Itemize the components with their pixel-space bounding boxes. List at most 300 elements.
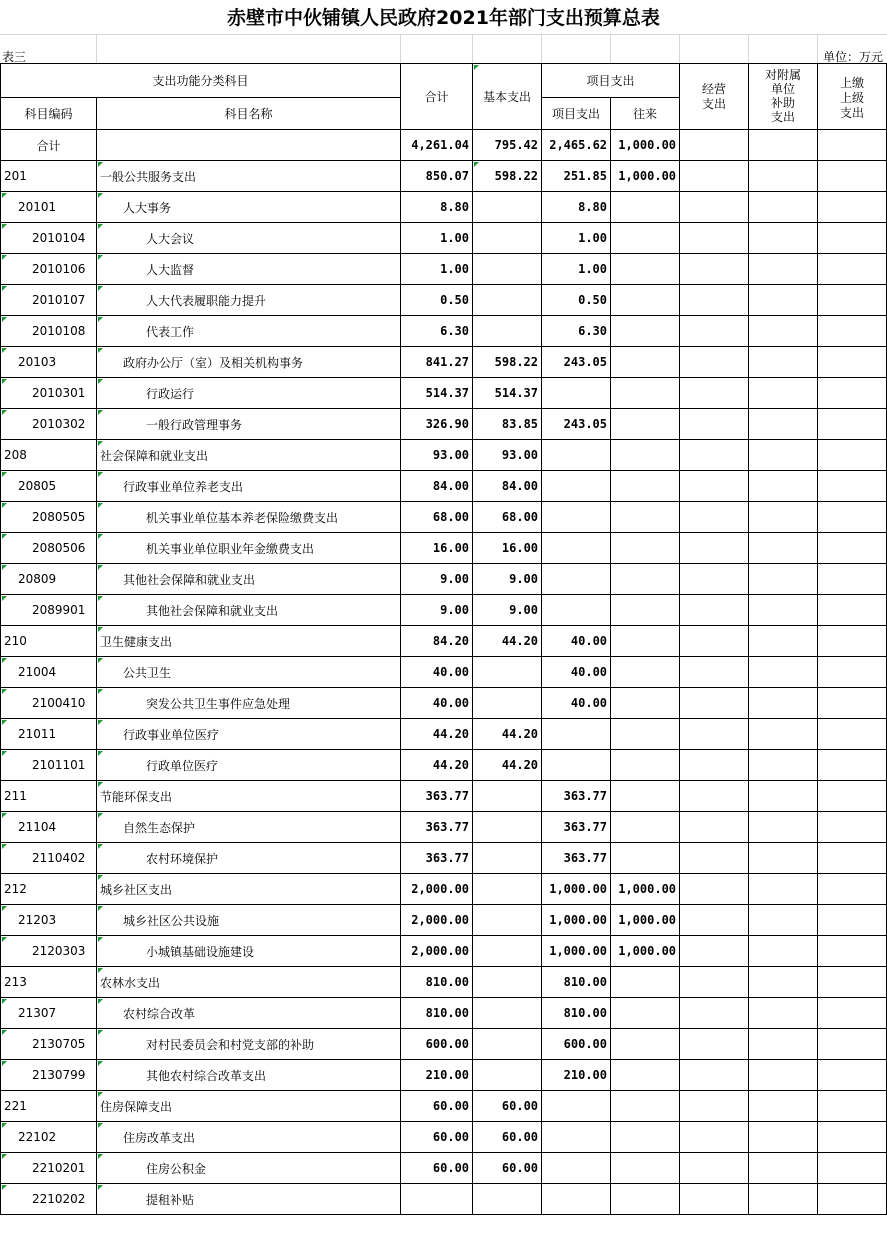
cell-subsidy <box>749 223 818 254</box>
cell-basic <box>473 1029 542 1060</box>
cell-transfer <box>611 1091 680 1122</box>
cell-business <box>680 843 749 874</box>
cell-business <box>680 1122 749 1153</box>
cell-business <box>680 564 749 595</box>
cell-transfer <box>611 750 680 781</box>
cell-subsidy <box>749 843 818 874</box>
cell-name: 一般行政管理事务 <box>97 409 401 440</box>
cell-subsidy <box>749 347 818 378</box>
cell-code: 22102 <box>1 1122 97 1153</box>
cell-business <box>680 347 749 378</box>
cell-basic <box>473 905 542 936</box>
table-row <box>1 874 887 905</box>
cell-code: 2130705 <box>1 1029 97 1060</box>
cell-business <box>680 626 749 657</box>
cell-total: 16.00 <box>401 533 473 564</box>
cell-basic: 795.42 <box>473 130 542 161</box>
cell-name: 机关事业单位职业年金缴费支出 <box>97 533 401 564</box>
cell-upper <box>818 812 887 843</box>
cell-name: 其他社会保障和就业支出 <box>97 564 401 595</box>
cell-project <box>542 1122 611 1153</box>
cell-code: 2101101 <box>1 750 97 781</box>
cell-subsidy <box>749 1122 818 1153</box>
cell-name: 自然生态保护 <box>97 812 401 843</box>
cell-business <box>680 595 749 626</box>
cell-upper <box>818 1029 887 1060</box>
cell-project: 251.85 <box>542 161 611 192</box>
cell-total: 40.00 <box>401 657 473 688</box>
cell-upper <box>818 440 887 471</box>
table-row <box>1 657 887 688</box>
cell-transfer <box>611 1060 680 1091</box>
cell-subsidy <box>749 657 818 688</box>
cell-project: 40.00 <box>542 688 611 719</box>
cell-code: 2010302 <box>1 409 97 440</box>
cell-transfer <box>611 967 680 998</box>
cell-total <box>401 1184 473 1215</box>
cell-code: 2080506 <box>1 533 97 564</box>
cell-transfer <box>611 1029 680 1060</box>
cell-total: 363.77 <box>401 781 473 812</box>
cell-total: 44.20 <box>401 719 473 750</box>
cell-total: 8.80 <box>401 192 473 223</box>
cell-name: 对村民委员会和村党支部的补助 <box>97 1029 401 1060</box>
cell-transfer <box>611 192 680 223</box>
cell-transfer <box>611 688 680 719</box>
cell-name: 社会保障和就业支出 <box>97 440 401 471</box>
cell-transfer <box>611 285 680 316</box>
page-title: 赤壁市中伙铺镇人民政府2021年部门支出预算总表 <box>227 7 660 29</box>
cell-subsidy <box>749 812 818 843</box>
cell-subsidy <box>749 161 818 192</box>
cell-code: 21004 <box>1 657 97 688</box>
table-row <box>1 223 887 254</box>
cell-total: 326.90 <box>401 409 473 440</box>
cell-code: 2210201 <box>1 1153 97 1184</box>
cell-project <box>542 502 611 533</box>
cell-subsidy <box>749 967 818 998</box>
cell-project: 600.00 <box>542 1029 611 1060</box>
cell-upper <box>818 347 887 378</box>
table-row <box>1 750 887 781</box>
cell-business <box>680 1091 749 1122</box>
cell-transfer <box>611 564 680 595</box>
cell-total: 850.07 <box>401 161 473 192</box>
cell-total: 1.00 <box>401 254 473 285</box>
cell-name: 人大代表履职能力提升 <box>97 285 401 316</box>
cell-upper <box>818 502 887 533</box>
cell-basic: 44.20 <box>473 719 542 750</box>
cell-upper <box>818 657 887 688</box>
cell-total: 44.20 <box>401 750 473 781</box>
cell-code: 2080505 <box>1 502 97 533</box>
cell-name: 农村环境保护 <box>97 843 401 874</box>
cell-code: 208 <box>1 440 97 471</box>
table-row <box>1 1060 887 1091</box>
cell-code: 213 <box>1 967 97 998</box>
cell-business <box>680 440 749 471</box>
cell-name: 住房改革支出 <box>97 1122 401 1153</box>
cell-upper <box>818 595 887 626</box>
cell-total: 514.37 <box>401 378 473 409</box>
cell-basic <box>473 998 542 1029</box>
cell-transfer <box>611 843 680 874</box>
cell-code: 2210202 <box>1 1184 97 1215</box>
cell-business <box>680 874 749 905</box>
cell-business <box>680 471 749 502</box>
cell-business <box>680 750 749 781</box>
cell-upper <box>818 378 887 409</box>
table-row <box>1 1122 887 1153</box>
cell-business <box>680 161 749 192</box>
cell-transfer <box>611 1184 680 1215</box>
cell-subsidy <box>749 192 818 223</box>
cell-subsidy <box>749 936 818 967</box>
cell-business <box>680 502 749 533</box>
cell-upper <box>818 254 887 285</box>
cell-basic: 598.22 <box>473 161 542 192</box>
cell-name: 农林水支出 <box>97 967 401 998</box>
cell-project <box>542 595 611 626</box>
sheet-top-grid <box>0 34 887 64</box>
cell-basic <box>473 223 542 254</box>
table-row <box>1 1029 887 1060</box>
cell-business <box>680 719 749 750</box>
cell-basic <box>473 254 542 285</box>
cell-basic: 84.00 <box>473 471 542 502</box>
cell-basic: 9.00 <box>473 595 542 626</box>
cell-business <box>680 657 749 688</box>
cell-total: 841.27 <box>401 347 473 378</box>
cell-name: 卫生健康支出 <box>97 626 401 657</box>
cell-code: 21307 <box>1 998 97 1029</box>
cell-upper <box>818 688 887 719</box>
cell-basic <box>473 316 542 347</box>
cell-name: 一般公共服务支出 <box>97 161 401 192</box>
cell-subsidy <box>749 874 818 905</box>
cell-code: 20809 <box>1 564 97 595</box>
cell-name: 行政事业单位养老支出 <box>97 471 401 502</box>
cell-transfer: 1,000.00 <box>611 161 680 192</box>
cell-business <box>680 1184 749 1215</box>
cell-total: 60.00 <box>401 1153 473 1184</box>
cell-subsidy <box>749 564 818 595</box>
cell-subsidy <box>749 998 818 1029</box>
cell-project: 0.50 <box>542 285 611 316</box>
cell-project: 2,465.62 <box>542 130 611 161</box>
cell-total: 363.77 <box>401 843 473 874</box>
cell-name: 人大监督 <box>97 254 401 285</box>
cell-name: 其他农村综合改革支出 <box>97 1060 401 1091</box>
cell-code: 2130799 <box>1 1060 97 1091</box>
cell-name: 其他社会保障和就业支出 <box>97 595 401 626</box>
cell-code: 21203 <box>1 905 97 936</box>
table-row <box>1 471 887 502</box>
cell-project <box>542 440 611 471</box>
header-name: 科目名称 <box>97 98 401 130</box>
cell-project: 1,000.00 <box>542 874 611 905</box>
cell-upper <box>818 626 887 657</box>
table-row <box>1 905 887 936</box>
cell-business <box>680 254 749 285</box>
table-row <box>1 626 887 657</box>
cell-upper <box>818 1184 887 1215</box>
cell-subsidy <box>749 1029 818 1060</box>
table-row <box>1 564 887 595</box>
cell-upper <box>818 471 887 502</box>
cell-transfer: 1,000.00 <box>611 905 680 936</box>
table-row <box>1 1184 887 1215</box>
cell-project <box>542 1091 611 1122</box>
cell-total: 2,000.00 <box>401 905 473 936</box>
cell-upper <box>818 533 887 564</box>
cell-upper <box>818 781 887 812</box>
cell-total: 210.00 <box>401 1060 473 1091</box>
cell-transfer <box>611 316 680 347</box>
cell-name: 住房公积金 <box>97 1153 401 1184</box>
cell-subsidy <box>749 1153 818 1184</box>
cell-total: 84.20 <box>401 626 473 657</box>
cell-basic <box>473 781 542 812</box>
cell-code: 211 <box>1 781 97 812</box>
cell-project <box>542 719 611 750</box>
cell-subsidy <box>749 409 818 440</box>
cell-name: 行政事业单位医疗 <box>97 719 401 750</box>
cell-basic <box>473 1060 542 1091</box>
cell-basic: 44.20 <box>473 750 542 781</box>
cell-project: 1,000.00 <box>542 905 611 936</box>
cell-project: 1.00 <box>542 254 611 285</box>
cell-basic <box>473 936 542 967</box>
header-function-class: 支出功能分类科目 <box>1 64 401 98</box>
cell-project: 8.80 <box>542 192 611 223</box>
table-row <box>1 192 887 223</box>
cell-upper <box>818 967 887 998</box>
cell-name: 公共卫生 <box>97 657 401 688</box>
cell-transfer <box>611 812 680 843</box>
cell-business <box>680 812 749 843</box>
table-row <box>1 316 887 347</box>
cell-subsidy <box>749 905 818 936</box>
cell-transfer <box>611 223 680 254</box>
cell-code: 2110402 <box>1 843 97 874</box>
cell-total: 363.77 <box>401 812 473 843</box>
cell-project: 810.00 <box>542 998 611 1029</box>
cell-subsidy <box>749 595 818 626</box>
cell-name: 人大会议 <box>97 223 401 254</box>
cell-upper <box>818 316 887 347</box>
cell-subsidy <box>749 285 818 316</box>
cell-basic <box>473 843 542 874</box>
cell-name: 机关事业单位基本养老保险缴费支出 <box>97 502 401 533</box>
cell-transfer <box>611 998 680 1029</box>
header-upper: 上缴 上级 支出 <box>818 64 887 130</box>
cell-code: 201 <box>1 161 97 192</box>
cell-project: 210.00 <box>542 1060 611 1091</box>
cell-project <box>542 471 611 502</box>
cell-name: 住房保障支出 <box>97 1091 401 1122</box>
cell-name: 突发公共卫生事件应急处理 <box>97 688 401 719</box>
cell-basic: 93.00 <box>473 440 542 471</box>
cell-total: 810.00 <box>401 967 473 998</box>
cell-project <box>542 533 611 564</box>
cell-project: 243.05 <box>542 409 611 440</box>
cell-total: 9.00 <box>401 564 473 595</box>
cell-total: 2,000.00 <box>401 874 473 905</box>
cell-upper <box>818 936 887 967</box>
cell-total: 84.00 <box>401 471 473 502</box>
cell-transfer <box>611 781 680 812</box>
cell-name: 代表工作 <box>97 316 401 347</box>
cell-subsidy <box>749 626 818 657</box>
cell-subsidy <box>749 1060 818 1091</box>
table-row <box>1 781 887 812</box>
cell-code: 2010301 <box>1 378 97 409</box>
cell-basic <box>473 1184 542 1215</box>
cell-basic <box>473 285 542 316</box>
cell-project: 363.77 <box>542 843 611 874</box>
header-basic: 基本支出 <box>473 64 542 130</box>
cell-business <box>680 285 749 316</box>
cell-code: 21011 <box>1 719 97 750</box>
cell-transfer: 1,000.00 <box>611 936 680 967</box>
table-row <box>1 130 887 161</box>
cell-name: 人大事务 <box>97 192 401 223</box>
cell-code: 21104 <box>1 812 97 843</box>
cell-upper <box>818 130 887 161</box>
table-row <box>1 936 887 967</box>
cell-transfer <box>611 719 680 750</box>
header-total: 合计 <box>401 64 473 130</box>
cell-basic <box>473 688 542 719</box>
cell-transfer <box>611 378 680 409</box>
cell-transfer: 1,000.00 <box>611 130 680 161</box>
cell-subsidy <box>749 719 818 750</box>
table-row <box>1 1091 887 1122</box>
table-row <box>1 347 887 378</box>
cell-transfer <box>611 409 680 440</box>
cell-code: 20103 <box>1 347 97 378</box>
cell-subsidy <box>749 440 818 471</box>
cell-code: 212 <box>1 874 97 905</box>
cell-subsidy <box>749 316 818 347</box>
cell-basic: 60.00 <box>473 1153 542 1184</box>
cell-business <box>680 688 749 719</box>
cell-subsidy <box>749 688 818 719</box>
header-business: 经营 支出 <box>680 64 749 130</box>
cell-basic <box>473 192 542 223</box>
cell-basic: 68.00 <box>473 502 542 533</box>
cell-total: 6.30 <box>401 316 473 347</box>
table-row <box>1 533 887 564</box>
cell-upper <box>818 719 887 750</box>
header-transfer: 往来 <box>611 98 680 130</box>
cell-transfer <box>611 533 680 564</box>
cell-code: 2089901 <box>1 595 97 626</box>
cell-upper <box>818 409 887 440</box>
cell-code: 合计 <box>1 130 97 161</box>
cell-code: 2010106 <box>1 254 97 285</box>
table-row <box>1 161 887 192</box>
cell-upper <box>818 1091 887 1122</box>
table-row <box>1 285 887 316</box>
cell-upper <box>818 998 887 1029</box>
cell-code: 2010108 <box>1 316 97 347</box>
cell-code: 210 <box>1 626 97 657</box>
cell-project: 810.00 <box>542 967 611 998</box>
cell-business <box>680 967 749 998</box>
cell-transfer <box>611 1122 680 1153</box>
table-row <box>1 719 887 750</box>
cell-business <box>680 905 749 936</box>
cell-subsidy <box>749 1091 818 1122</box>
cell-subsidy <box>749 502 818 533</box>
cell-basic <box>473 812 542 843</box>
cell-name: 城乡社区支出 <box>97 874 401 905</box>
cell-business <box>680 130 749 161</box>
cell-name: 农村综合改革 <box>97 998 401 1029</box>
table-row <box>1 967 887 998</box>
cell-upper <box>818 223 887 254</box>
cell-project <box>542 564 611 595</box>
cell-basic: 60.00 <box>473 1091 542 1122</box>
cell-project: 6.30 <box>542 316 611 347</box>
cell-subsidy <box>749 1184 818 1215</box>
cell-total: 68.00 <box>401 502 473 533</box>
table-row <box>1 254 887 285</box>
cell-total: 600.00 <box>401 1029 473 1060</box>
cell-upper <box>818 192 887 223</box>
cell-total: 60.00 <box>401 1091 473 1122</box>
cell-total: 9.00 <box>401 595 473 626</box>
cell-total: 810.00 <box>401 998 473 1029</box>
cell-subsidy <box>749 254 818 285</box>
cell-code: 2120303 <box>1 936 97 967</box>
cell-business <box>680 1153 749 1184</box>
cell-code: 20805 <box>1 471 97 502</box>
cell-total: 4,261.04 <box>401 130 473 161</box>
table-row <box>1 595 887 626</box>
cell-basic: 16.00 <box>473 533 542 564</box>
cell-project: 40.00 <box>542 626 611 657</box>
cell-name: 行政单位医疗 <box>97 750 401 781</box>
cell-basic: 598.22 <box>473 347 542 378</box>
cell-transfer <box>611 657 680 688</box>
cell-total: 40.00 <box>401 688 473 719</box>
table-row <box>1 440 887 471</box>
sheet-number: 表三 <box>2 50 27 64</box>
cell-subsidy <box>749 781 818 812</box>
cell-upper <box>818 1122 887 1153</box>
cell-business <box>680 223 749 254</box>
cell-transfer <box>611 347 680 378</box>
cell-business <box>680 1029 749 1060</box>
header-code: 科目编码 <box>1 98 97 130</box>
cell-transfer <box>611 471 680 502</box>
cell-code: 2010104 <box>1 223 97 254</box>
cell-project <box>542 750 611 781</box>
cell-basic <box>473 657 542 688</box>
cell-total: 60.00 <box>401 1122 473 1153</box>
cell-transfer <box>611 1153 680 1184</box>
cell-total: 2,000.00 <box>401 936 473 967</box>
cell-upper <box>818 564 887 595</box>
cell-subsidy <box>749 533 818 564</box>
cell-business <box>680 781 749 812</box>
table-row <box>1 843 887 874</box>
cell-project <box>542 378 611 409</box>
cell-subsidy <box>749 471 818 502</box>
